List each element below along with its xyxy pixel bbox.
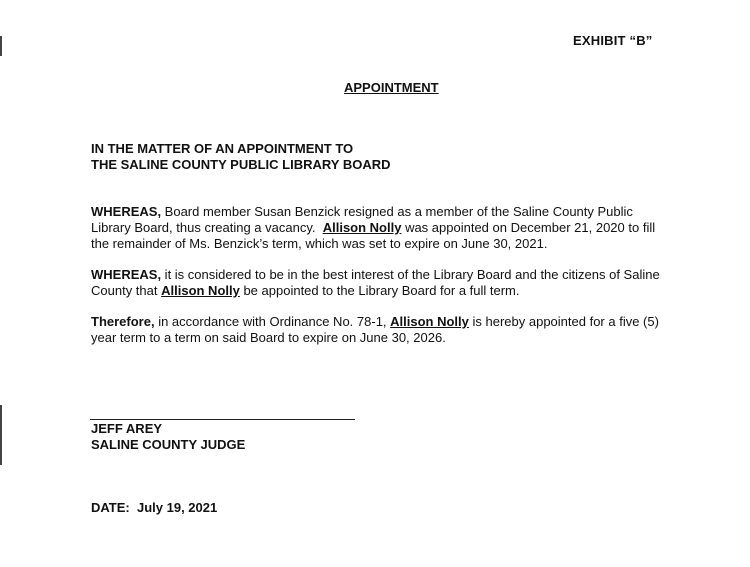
paragraph-line <box>91 204 676 220</box>
paragraph-line <box>91 267 676 283</box>
paragraph-line <box>91 220 676 236</box>
paragraph-text: in accordance with Ordinance No. 78-1, <box>154 314 391 329</box>
exhibit-label: EXHIBIT “B” <box>573 33 653 48</box>
signer-name: JEFF AREY <box>91 421 163 436</box>
paragraph-text: it is considered to be in the best interest of the Library Board and the citizens of Saline <box>161 267 660 282</box>
whereas-keyword: WHEREAS, <box>91 267 162 282</box>
date-line <box>91 500 217 516</box>
paragraph-text: be appointed to the Library Board for a full term. <box>239 283 520 298</box>
paragraph-text: County that <box>91 283 162 298</box>
paragraph-text: year term to a term on said Board to expire on June 30, 2026. <box>91 330 446 345</box>
document-title: APPOINTMENT <box>344 80 439 95</box>
scan-edge-mark <box>0 36 2 56</box>
whereas-paragraph-1 <box>91 204 676 252</box>
paragraph-line <box>91 330 676 346</box>
signer-block <box>91 421 245 453</box>
signer-title: SALINE COUNTY JUDGE <box>91 437 246 452</box>
therefore-keyword: Therefore, <box>91 314 155 329</box>
matter-heading-line-2: THE SALINE COUNTY PUBLIC LIBRARY BOARD <box>91 157 391 172</box>
matter-heading-line-1: IN THE MATTER OF AN APPOINTMENT TO <box>91 141 354 156</box>
paragraph-text: Board member Susan Benzick resigned as a member of the Saline County Public <box>161 204 633 219</box>
whereas-paragraph-2 <box>91 267 676 299</box>
appointee-name: Allison Nolly <box>161 283 240 298</box>
paragraph-line <box>91 283 676 299</box>
appointee-name: Allison Nolly <box>390 314 469 329</box>
paragraph-text: is hereby appointed for a five (5) <box>468 314 659 329</box>
scan-edge-mark <box>0 405 2 465</box>
paragraph-text: the remainder of Ms. Benzick’s term, which was set to expire on June 30, 2021. <box>91 236 548 251</box>
therefore-paragraph <box>91 314 676 346</box>
whereas-keyword: WHEREAS, <box>91 204 162 219</box>
appointee-name: Allison Nolly <box>322 220 402 235</box>
paragraph-line <box>91 314 676 330</box>
date-value: July 19, 2021 <box>137 500 218 515</box>
paragraph-line <box>91 236 676 252</box>
paragraph-text: was appointed on December 21, 2020 to fill <box>401 220 656 235</box>
matter-heading <box>91 141 391 173</box>
date-label: DATE: <box>91 500 130 515</box>
signature-line <box>90 419 355 420</box>
paragraph-text: Library Board, thus creating a vacancy. <box>91 220 323 235</box>
